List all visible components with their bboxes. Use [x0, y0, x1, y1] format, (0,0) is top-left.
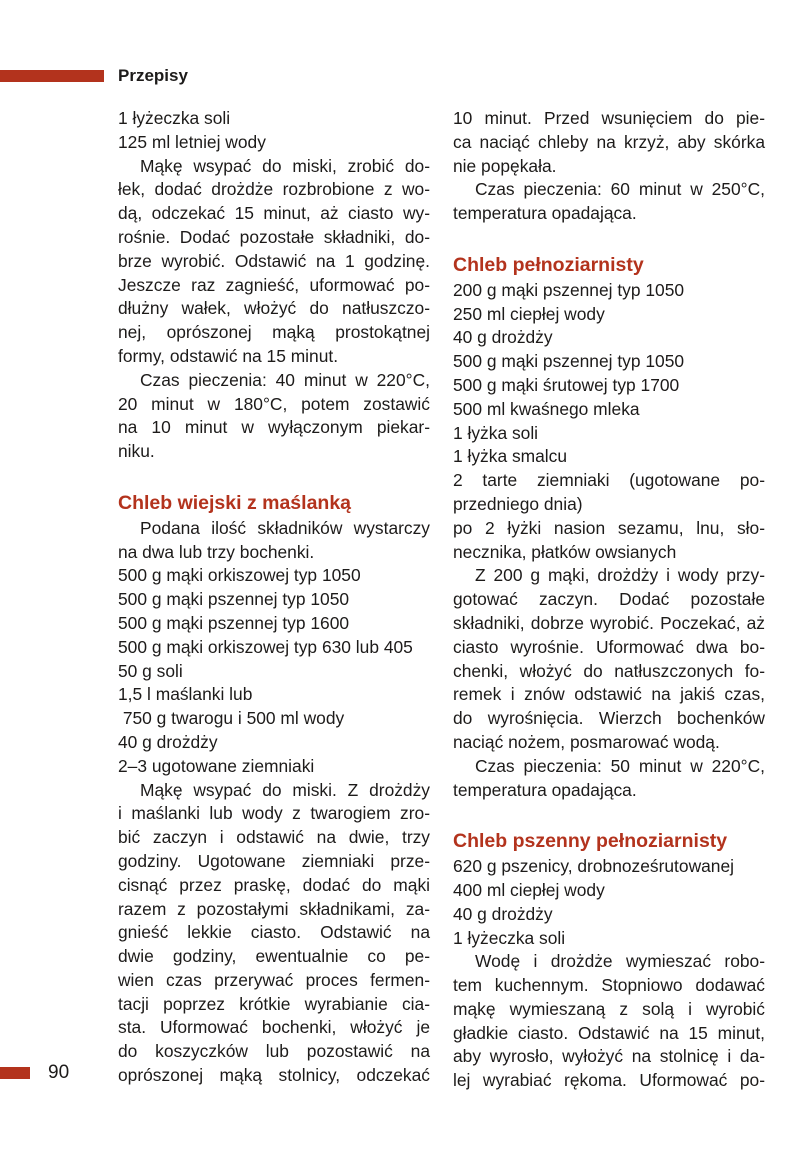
- text-line: naciąć nożem, posmarować wodą.: [453, 731, 720, 752]
- ingredient-line: przedniego dnia): [453, 493, 583, 514]
- text-line: do koszyczków lub pozostawić na: [118, 1041, 430, 1062]
- ingredient-line: 1 łyżka soli: [453, 422, 539, 443]
- text-line: składniki, dobrze wyrobić. Poczekać, aż: [453, 612, 765, 633]
- ingredient-line: 500 g mąki orkiszowej typ 1050: [118, 565, 361, 586]
- text-line: lej wyrabiać rękoma. Uformować po-: [453, 1070, 765, 1091]
- text-line: rośnie. Dodać pozostałe składniki, do-: [118, 226, 430, 247]
- text-line: gnieść lekkie ciasto. Odstawić na: [118, 922, 430, 943]
- ingredient-line: 2–3 ugotowane ziemniaki: [118, 755, 315, 776]
- right-column: [453, 107, 765, 1093]
- ingredient-line: 125 ml letniej wody: [118, 131, 266, 152]
- ingredient-list: [118, 564, 430, 778]
- text-line: Podana ilość składników wystarczy: [140, 517, 430, 538]
- text-line: Wodę i drożdże wymieszać robo-: [475, 951, 765, 972]
- ingredient-line: 620 g pszenicy, drobnoześrutowanej: [453, 856, 735, 877]
- text-line: razem z pozostałymi składnikami, za-: [118, 898, 430, 919]
- ingredient-line: 400 ml ciepłej wody: [453, 879, 605, 900]
- ingredient-line: 500 g mąki orkiszowej typ 630 lub 405: [118, 636, 413, 657]
- ingredient-line: 1 łyżka smalcu: [453, 446, 568, 467]
- text-line: bić zaczyn i odstawić na dwie, trzy: [118, 827, 430, 848]
- ingredient-line: 40 g drożdży: [453, 903, 553, 924]
- spacer: [453, 226, 765, 250]
- ingredient-line: 200 g mąki pszennej typ 1050: [453, 279, 685, 300]
- text-line: Czas pieczenia: 40 minut w 220°C,: [140, 369, 430, 390]
- ingredient-line: necznika, płatków owsianych: [453, 541, 677, 562]
- ingredient-list: [453, 279, 765, 565]
- recipe-time: [453, 755, 765, 803]
- ingredient-line: 500 g mąki śrutowej typ 1700: [453, 374, 680, 395]
- header-accent-bar: [0, 70, 104, 82]
- text-line: formy, odstawić na 15 minut.: [118, 345, 339, 366]
- recipe-method: [453, 564, 765, 754]
- text-line: gładkie ciasto. Odstawić na 15 minut,: [453, 1022, 765, 1043]
- ingredient-line: 2 tarte ziemniaki (ugotowane po-: [453, 470, 765, 491]
- ingredient-line: 500 g mąki pszennej typ 1600: [118, 612, 350, 633]
- text-line: chenki, włożyć do natłuszczonych fo-: [453, 660, 765, 681]
- ingredient-line: 1 łyżeczka soli: [453, 927, 566, 948]
- text-line: tem kuchennym. Stopniowo dodawać: [453, 975, 765, 996]
- text-line: Czas pieczenia: 60 minut w 250°C,: [475, 179, 765, 200]
- text-line: 10 minut. Przed wsunięciem do pie-: [453, 108, 765, 128]
- text-line: do wyrośnięcia. Wierzch bochenków: [453, 708, 765, 729]
- recipe-title: Chleb pszenny pełnoziarnisty: [453, 830, 728, 853]
- text-line: aby wyrosło, wyłożyć na stolnicę i da-: [453, 1046, 765, 1067]
- left-cont-time: [118, 369, 430, 464]
- ingredient-line: 40 g drożdży: [453, 327, 553, 348]
- text-line: Z 200 g mąki, drożdży i wody przy-: [475, 565, 765, 586]
- right-cont-method: [453, 107, 765, 178]
- text-line: dłużny wałek, włożyć do natłuszczo-: [118, 298, 430, 319]
- text-line: Mąkę wsypać do miski, zrobić do-: [140, 155, 430, 176]
- spacer: [453, 802, 765, 826]
- section-label: Przepisy: [118, 66, 188, 85]
- ingredient-line: 500 g mąki pszennej typ 1050: [453, 351, 685, 372]
- text-line: cisnąć przez praskę, dodać do mąki: [118, 874, 430, 895]
- ingredient-line: 1,5 l maślanki lub: [118, 684, 253, 705]
- text-line: wien czas przerywać proces fermen-: [118, 969, 430, 990]
- text-line: dwie godziny, ewentualnie co pe-: [118, 946, 430, 967]
- text-line: temperatura opadająca.: [453, 779, 637, 800]
- text-line: nej, oprószonej mąką prostokątnej: [118, 322, 430, 343]
- ingredient-line: 1 łyżeczka soli: [118, 108, 231, 128]
- ingredient-line: 750 g twarogu i 500 ml wody: [118, 708, 345, 729]
- text-line: Mąkę wsypać do miski. Z drożdży: [140, 779, 430, 800]
- text-line: na dwa lub trzy bochenki.: [118, 541, 315, 562]
- recipe-intro: [118, 517, 430, 565]
- text-line: gotować zaczyn. Dodać pozostałe: [453, 589, 765, 610]
- recipe-title: Chleb pełnoziarnisty: [453, 253, 644, 276]
- ingredient-line: po 2 łyżki nasion sezamu, lnu, sło-: [453, 517, 765, 538]
- text-line: oprószonej mąką stolnicy, odczekać: [118, 1065, 430, 1086]
- text-line: Czas pieczenia: 50 minut w 220°C,: [475, 755, 765, 776]
- ingredient-line: 250 ml ciepłej wody: [453, 303, 605, 324]
- text-line: tacji poprzez krótkie wyrabianie cia-: [118, 993, 430, 1014]
- text-line: dą, odczekać 15 minut, aż ciasto wy-: [118, 203, 430, 224]
- footer-accent-bar: [0, 1067, 30, 1079]
- text-line: nie popękała.: [453, 155, 557, 176]
- text-line: i maślanki lub wody z twarogiem zro-: [118, 803, 430, 824]
- text-line: na 10 minut w wyłączonym piekar-: [118, 417, 430, 438]
- ingredient-line: 500 ml kwaśnego mleka: [453, 398, 640, 419]
- ingredient-line: 40 g drożdży: [118, 731, 218, 752]
- recipe-method: [118, 779, 430, 1088]
- text-line: mąkę wymieszaną z solą i wyrobić: [453, 998, 765, 1019]
- text-line: 20 minut w 180°C, potem zostawić: [118, 393, 430, 414]
- text-line: Jeszcze raz zagnieść, uformować po-: [118, 274, 430, 295]
- text-line: łek, dodać drożdże rozbrobione z wo-: [118, 179, 430, 200]
- spacer: [118, 464, 430, 488]
- right-cont-time: [453, 178, 765, 226]
- ingredient-line: 50 g soli: [118, 660, 183, 681]
- text-line: remek i znów odstawić na jakiś czas,: [453, 684, 765, 705]
- left-cont-ingredients: [118, 107, 430, 155]
- page-number: 90: [48, 1062, 70, 1083]
- text-line: brze wyrobić. Odstawić na 1 godzinę.: [118, 250, 430, 271]
- ingredient-line: 500 g mąki pszennej typ 1050: [118, 589, 350, 610]
- text-line: temperatura opadająca.: [453, 203, 637, 224]
- left-cont-method: [118, 155, 430, 369]
- text-line: godziny. Ugotowane ziemniaki prze-: [118, 850, 430, 871]
- recipe-method: [453, 950, 765, 1093]
- ingredient-list: [453, 855, 765, 950]
- recipe-title: Chleb wiejski z maślanką: [118, 491, 352, 514]
- text-line: ciasto wyrośnie. Uformować dwa bo-: [453, 636, 765, 657]
- text-line: niku.: [118, 441, 155, 462]
- left-column: [118, 107, 430, 1088]
- text-line: ca naciąć chleby na krzyż, aby skórka: [453, 131, 765, 152]
- text-line: sta. Uformować bochenki, włożyć je: [118, 1017, 430, 1038]
